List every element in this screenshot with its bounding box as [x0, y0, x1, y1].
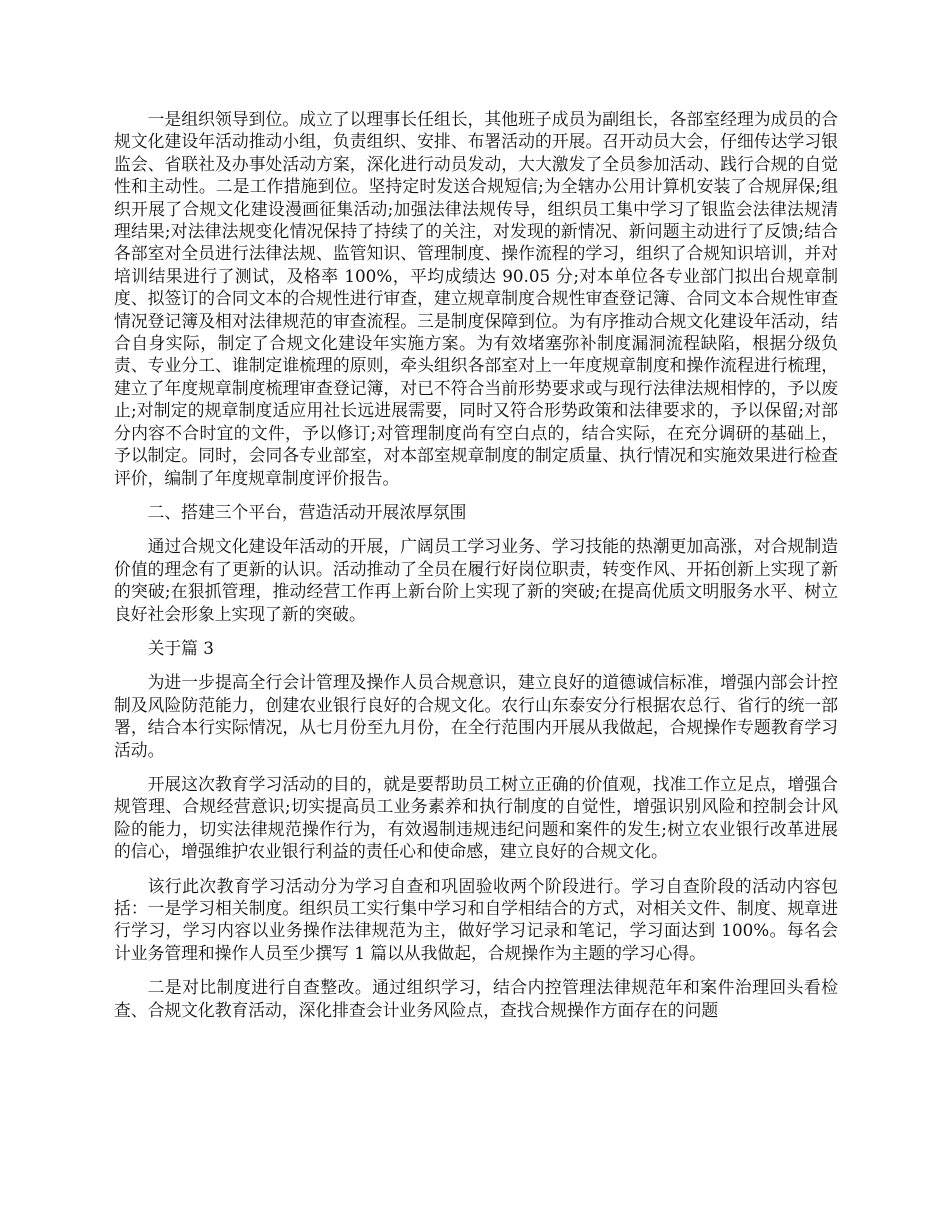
paragraph-organization-measures: 一是组织领导到位。成立了以理事长任组长，其他班子成员为副组长，各部室经理为成员的合规文化建设年活动推动小组，负责组织、安排、布署活动的开展。召开动员大会，仔细传达学习银监会、省联社及办事处活动方案，深化进行动员发动，大大激发了全员参加活动、践行合规的自觉性和主动性。二是工作措施到位。坚持定时发送合规短信;为全辖办公用计算机安装了合规屏保;组织开展了合规文化建设漫画征集活动;加强法律法规传导，组织员工集中学习了银监会法律法规清理结果;对法律法规变化情况保持了持续了的关注，对发现的新情况、新问题主动进行了反馈;结合各部室对全员进行法律法规、监管知识、管理制度、操作流程的学习，组织了合规知识培训，并对培训结果进行了测试，及格率 100%，平均成绩达 90.05 分;对本单位各专业部门拟出台规章制度、拟签订的合同文本的合规性进行审查，建立规章制度合规性审查登记簿、合同文本合规性审查情况登记簿及相对法律规范的审查流程。三是制度保障到位。为有序推动合规文化建设年活动，结合自身实际，制定了合规文化建设年实施方案。为有效堵塞弥补制度漏洞流程缺陷，根据分级负责、专业分工、谁制定谁梳理的原则，牵头组织各部室对上一年度规章制度和操作流程进行梳理，建立了年度规章制度梳理审查登记簿，对已不符合当前形势要求或与现行法律法规相悖的，予以废止;对制定的规章制度适应用社长远进展需要，同时又符合形势政策和法律要求的，予以保留;对部分内容不合时宜的文件，予以修订;对管理制度尚有空白点的，结合实际，在充分调研的基础上，予以制定。同时，会同各专业部室，对本部室规章制度的制定质量、执行情况和实施效果进行检查评价，编制了年度规章制度评价报告。 [114, 109, 838, 488]
paragraph-self-inspection: 二是对比制度进行自查整改。通过组织学习，结合内控管理法律规范年和案件治理回头看检查、合规文化教育活动，深化排查会计业务风险点，查找合规操作方面存在的问题 [114, 977, 838, 1020]
document-body [114, 108, 838, 1033]
section-heading-article-3: 关于篇 3 [147, 637, 214, 658]
paragraph-activity-results: 通过合规文化建设年活动的开展，广阔员工学习业务、学习技能的热潮更加高涨，对合规制造价值的理念有了更新的认识。活动推动了全员在履行好岗位职责，转变作风、开拓创新上实现了新的突破;在狠抓管理，推动经营工作再上新台阶上实现了新的突破;在提高优质文明服务水平、树立良好社会形象上实现了新的突破。 [114, 536, 838, 624]
paragraph-education-background: 为进一步提高全行会计管理及操作人员合规意识，建立良好的道德诚信标准，增强内部会计控制及风险防范能力，创建农业银行良好的合规文化。农行山东泰安分行根据农总行、省行的统一部署，结合本行实际情况，从七月份至九月份，在全行范围内开展从我做起，合规操作专题教育学习活动。 [114, 672, 838, 760]
paragraph-education-stages: 该行此次教育学习活动分为学习自查和巩固验收两个阶段进行。学习自查阶段的活动内容包括：一是学习相关制度。组织员工实行集中学习和自学相结合的方式，对相关文件、制度、规章进行学习，学习内容以业务操作法律规范为主，做好学习记录和笔记，学习面达到 100%。每名会计业务管理和操作人员至少撰写 1 篇以从我做起，合规操作为主题的学习心得。 [114, 875, 838, 963]
paragraph-education-purpose: 开展这次教育学习活动的目的，就是要帮助员工树立正确的价值观，找准工作立足点，增强合规管理、合规经营意识;切实提高员工业务素养和执行制度的自觉性，增强识别风险和控制会计风险的能力，切实法律规范操作行为，有效遏制违规违纪问题和案件的发生;树立农业银行改革进展的信心，增强维护农业银行利益的责任心和使命感，建立良好的合规文化。 [114, 773, 838, 862]
section-heading-three-platforms: 二、搭建三个平台，营造活动开展浓厚氛围 [147, 501, 467, 522]
